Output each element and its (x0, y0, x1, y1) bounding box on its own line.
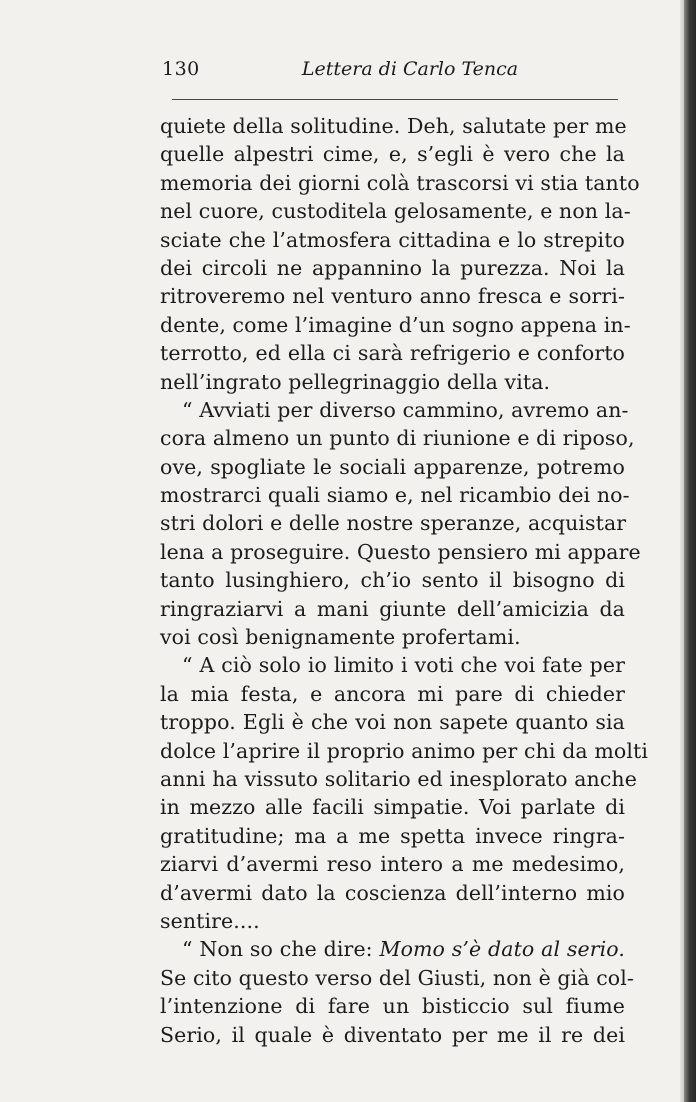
text-line: ritroveremo nel venturo anno fresca e sorri- (160, 284, 625, 309)
text-line: dolce l’aprire il proprio animo per chi da molti (160, 738, 649, 763)
text-line: lena a proseguire. Questo pensiero mi appare (160, 539, 641, 564)
text-line: gratitudine; ma a me spetta invece ringra- (160, 823, 625, 848)
text-line: sentire.... (160, 908, 260, 933)
text-line: anni ha vissuto solitario ed inesplorato anche (160, 766, 637, 791)
text-line-with-italic (160, 935, 625, 963)
text-line: in mezzo alle facili simpatie. Voi parlate di (160, 795, 625, 820)
text-line: nell’ingrato pellegrinaggio della vita. (160, 369, 551, 394)
italic-quote: Momo s’è dato al serio. (379, 937, 626, 962)
text-line: Serio, il quale è diventato per me il re dei (160, 1022, 625, 1047)
text-line: memoria dei giorni colà trascorsi vi stia tanto (160, 170, 640, 195)
text-line: mostrarci quali siamo e, nel ricambio dei no- (160, 483, 630, 508)
text-line: “ Avviati per diverso cammino, avremo an- (182, 397, 629, 422)
text-line: “ A ciò solo io limito i voti che voi fate per (182, 653, 625, 678)
text-line: troppo. Egli è che voi non sapete quanto sia (160, 710, 625, 735)
text-line: l’intenzione di fare un bisticcio sul fiume (160, 994, 625, 1019)
text-line: nel cuore, custoditela gelosamente, e non la- (160, 199, 631, 224)
book-binding-edge (684, 0, 696, 1102)
text-line: d’avermi dato la coscienza dell’interno mio (160, 880, 625, 905)
text-line: ove, spogliate le sociali apparenze, potremo (160, 454, 625, 479)
page-number: 130 (162, 58, 200, 80)
text-line: quiete della solitudine. Deh, salutate per me (160, 114, 627, 138)
text-line: quelle alpestri cime, e, s’egli è vero che la (160, 142, 625, 167)
header-rule (172, 99, 618, 100)
text-line: stri dolori e delle nostre speranze, acquistar (160, 511, 627, 536)
text-line: dei circoli ne appannino la purezza. Noi la (160, 255, 625, 280)
text-line: voi così benignamente profertami. (160, 625, 521, 650)
running-title: Lettera di Carlo Tenca (301, 58, 519, 80)
body-text (160, 112, 649, 1049)
text-fragment: “ Non so che dire: (182, 937, 380, 962)
text-line: terrotto, ed ella ci sarà refrigerio e conforto (160, 341, 625, 366)
page-header (160, 58, 620, 88)
text-line: dente, come l’imagine d’un sogno appena in- (160, 312, 631, 337)
text-line: tanto lusinghiero, ch’io sento il bisogno di (160, 568, 625, 593)
text-line: Se cito questo verso del Giusti, non è già col- (160, 965, 634, 990)
text-line: ziarvi d’avermi reso intero a me medesimo, (160, 852, 625, 877)
text-line: sciate che l’atmosfera cittadina e lo strepito (160, 227, 625, 252)
text-line: ringraziarvi a mani giunte dell’amicizia da (160, 596, 625, 621)
text-line: cora almeno un punto di riunione e di riposo, (160, 426, 635, 451)
text-line: la mia festa, e ancora mi pare di chieder (160, 681, 625, 706)
